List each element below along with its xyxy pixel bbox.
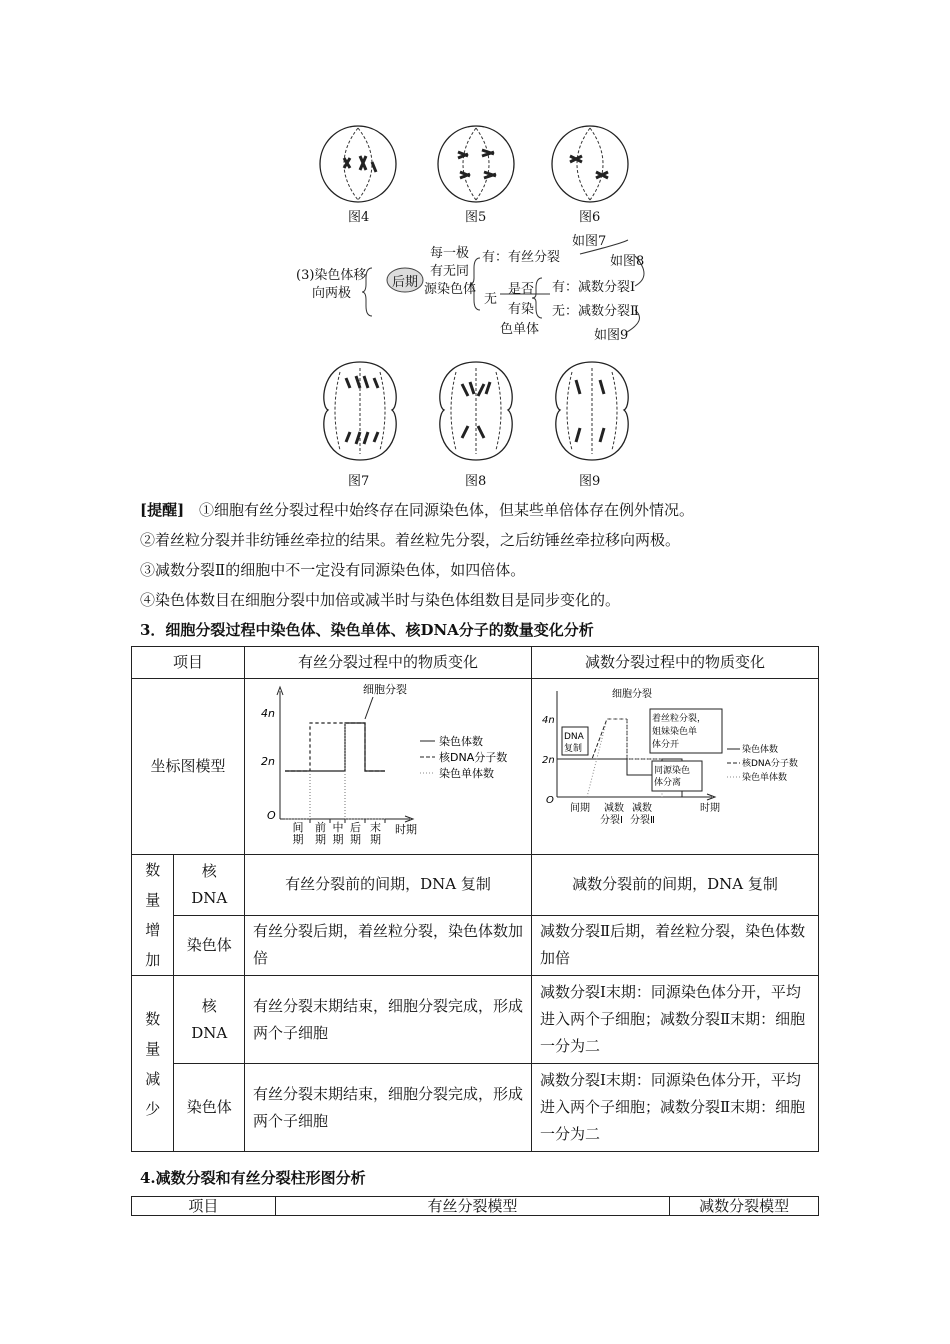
row-group-increase: 数量增加 (132, 855, 174, 976)
cell-dec-dna-meiosis: 减数分裂Ⅰ末期：同源染色体分开，平均进入两个子细胞；减数分裂Ⅱ末期：细胞一分为二 (531, 976, 818, 1064)
header-meiosis: 减数分裂过程中的物质变化 (531, 647, 818, 679)
row-label-model: 坐标图模型 (132, 679, 245, 855)
flow-root-line2: 向两极 (312, 286, 352, 301)
section4-table (131, 1196, 819, 1216)
mei-x-label: 时期 (699, 803, 720, 814)
mit-x-tick-2-2: 期 (314, 833, 326, 845)
flow-fig9-ref: 如图9 (594, 328, 629, 343)
caption-fig8: 图8 (465, 474, 487, 489)
mit-legend-2: 核DNA分子数 (438, 751, 508, 764)
flow-diagram (290, 226, 660, 346)
mit-series-2 (285, 723, 385, 771)
mei-ann-dna-2: 复制 (563, 744, 582, 754)
meiosis-chart (532, 679, 818, 845)
cell-inc-chrom-mitosis: 有丝分裂后期，着丝粒分裂，染色体数加倍 (244, 915, 531, 976)
caption-fig7: 图7 (348, 474, 370, 489)
mit-legend-3: 染色单体数 (438, 767, 494, 780)
cell-figure-6 (552, 126, 628, 202)
section4-title: 4.减数分裂和有丝分裂柱形图分析 (140, 1169, 366, 1187)
flow-fig8-ref: 如图8 (610, 254, 645, 269)
mei-x-m2-line1: 减数 (631, 803, 652, 814)
mei-y-4n: 4n (541, 715, 555, 726)
table-row-decrease-dna (132, 976, 819, 1064)
mit-x-tick-5-1: 末 (369, 821, 381, 834)
mei-x-m1-line2: 分裂Ⅰ (599, 815, 623, 826)
dna-label-l2: DNA (191, 1023, 228, 1042)
mei-x-m2-line2: 分裂Ⅱ (629, 815, 655, 826)
mei-origin: O (545, 795, 554, 806)
mit-x-label: 时期 (394, 823, 417, 836)
mit-chart-title: 细胞分裂 (362, 683, 407, 696)
row-label-chrom-dec: 染色体 (174, 1064, 245, 1152)
dna-label-l1: 核 (201, 996, 217, 1015)
cell-figure-9 (556, 362, 628, 460)
mit-y-4n: 4n (260, 707, 275, 720)
mit-x-tick-4-1: 后 (349, 821, 361, 834)
cell-figures-bottom (300, 356, 660, 468)
cell-figure-8 (440, 362, 512, 460)
flow-yes-mitosis: 有：有丝分裂 (482, 250, 561, 265)
mit-legend-1: 染色体数 (438, 735, 483, 748)
caption-fig5: 图5 (465, 210, 487, 225)
header-mitosis: 有丝分裂过程中的物质变化 (244, 647, 531, 679)
mitosis-chart (245, 679, 531, 845)
mit-x-tick-4-2: 期 (349, 833, 361, 845)
s4-header-item: 项目 (132, 1197, 276, 1216)
tip-line-1 (140, 500, 694, 520)
tip-1: ①细胞有丝分裂过程中始终存在同源染色体，但某些单倍体存在例外情况。 (198, 501, 694, 519)
mit-x-tick-5-2: 期 (369, 833, 381, 845)
table-row-decrease-chrom (132, 1064, 819, 1152)
cell-dec-chrom-mitosis: 有丝分裂末期结束，细胞分裂完成，形成两个子细胞 (244, 1064, 531, 1152)
flow-q1-line2: 有无同 (430, 264, 470, 279)
cell-figure-5 (438, 126, 514, 202)
caption-fig4: 图4 (348, 210, 370, 225)
mit-x-tick-2-1: 前 (314, 821, 326, 834)
mei-chart-title: 细胞分裂 (611, 689, 652, 700)
mit-title-leader (365, 697, 373, 719)
row-group-decrease: 数量减少 (132, 976, 174, 1152)
table-row-increase-dna (132, 855, 819, 916)
flow-q2-line1: 是否 (508, 282, 535, 297)
flow-root-line1: (3)染色体移 (296, 268, 367, 283)
tip-2: ②着丝粒分裂并非纺锤丝牵拉的结果。着丝粒先分裂，之后纺锤丝牵拉移向两极。 (140, 531, 681, 549)
mei-x-m1-line1: 减数 (603, 803, 624, 814)
s4-header-mitosis: 有丝分裂模型 (275, 1197, 669, 1216)
mei-y-2n: 2n (541, 755, 555, 766)
caption-fig6: 图6 (579, 210, 601, 225)
mei-x-interphase: 间期 (569, 803, 590, 814)
mit-x-tick-1-1: 间 (292, 821, 304, 834)
caption-fig9: 图9 (579, 474, 601, 489)
mei-ann-c-1: 着丝粒分裂， (651, 714, 706, 724)
flow-q2-line2: 有染 (508, 302, 535, 317)
cell-dec-chrom-meiosis: 减数分裂Ⅰ末期：同源染色体分开，平均进入两个子细胞；减数分裂Ⅱ末期：细胞一分为二 (531, 1064, 818, 1152)
flow-meiosis1: 有：减数分裂Ⅰ (552, 280, 636, 295)
row-label-dna-inc (174, 855, 245, 916)
mei-ann-c-3: 体分开 (651, 740, 679, 750)
mit-y-2n: 2n (260, 755, 275, 768)
table-row-chart (132, 679, 819, 855)
row-label-dna-dec (174, 976, 245, 1064)
mei-legend-3: 染色单体数 (741, 773, 787, 783)
mei-ann-h-1: 同源染色 (653, 766, 690, 776)
mit-x-tick-1-2: 期 (292, 833, 304, 845)
cell-dec-dna-mitosis: 有丝分裂末期结束，细胞分裂完成，形成两个子细胞 (244, 976, 531, 1064)
s4-header-meiosis: 减数分裂模型 (670, 1197, 819, 1216)
cell-figure-4 (320, 126, 396, 202)
mit-origin: O (266, 809, 276, 822)
mit-x-tick-3-2: 期 (332, 833, 344, 845)
tip-4: ④染色体数目在细胞分裂中加倍或减半时与染色体组数目是同步变化的。 (140, 591, 621, 609)
mit-x-tick-3-1: 中 (332, 821, 344, 834)
section3-title: 3．细胞分裂过程中染色体、染色单体、核DNA分子的数量变化分析 (140, 621, 594, 639)
flow-q1-line3: 源染色体 (424, 282, 477, 297)
flow-q1-line1: 每一极 (430, 246, 470, 261)
flow-q2-line3: 色单体 (500, 322, 540, 337)
table-row-increase-chrom (132, 915, 819, 976)
flow-meiosis2: 无：减数分裂Ⅱ (552, 304, 639, 319)
mei-ann-h-2: 体分离 (653, 778, 681, 788)
flow-stage-later: 后期 (392, 275, 419, 290)
flow-no: 无 (484, 292, 498, 307)
cell-inc-dna-meiosis: 减数分裂前的间期，DNA 复制 (531, 855, 818, 916)
row-label-chrom-inc: 染色体 (174, 915, 245, 976)
tip-label: [提醒] (140, 501, 185, 519)
mit-series-1 (285, 723, 385, 771)
mei-ann-c-2: 姐妹染色单 (651, 727, 697, 737)
tip-3: ③减数分裂Ⅱ的细胞中不一定没有同源染色体，如四倍体。 (140, 561, 526, 579)
header-item: 项目 (132, 647, 245, 679)
flow-fig7-ref: 如图7 (572, 234, 607, 249)
dna-label-l2: DNA (191, 888, 228, 907)
table-header-row (132, 647, 819, 679)
mei-legend-2: 核DNA分子数 (741, 759, 798, 769)
cell-inc-chrom-meiosis: 减数分裂Ⅱ后期，着丝粒分裂，染色体数加倍 (531, 915, 818, 976)
cell-figure-7 (324, 362, 396, 460)
section3-table (131, 646, 819, 1152)
dna-label-l1: 核 (201, 861, 217, 880)
mei-legend-1: 染色体数 (741, 745, 778, 755)
section4-header-row (132, 1197, 819, 1216)
mei-ann-dna-1: DNA (563, 732, 584, 742)
cell-inc-dna-mitosis: 有丝分裂前的间期，DNA 复制 (244, 855, 531, 916)
